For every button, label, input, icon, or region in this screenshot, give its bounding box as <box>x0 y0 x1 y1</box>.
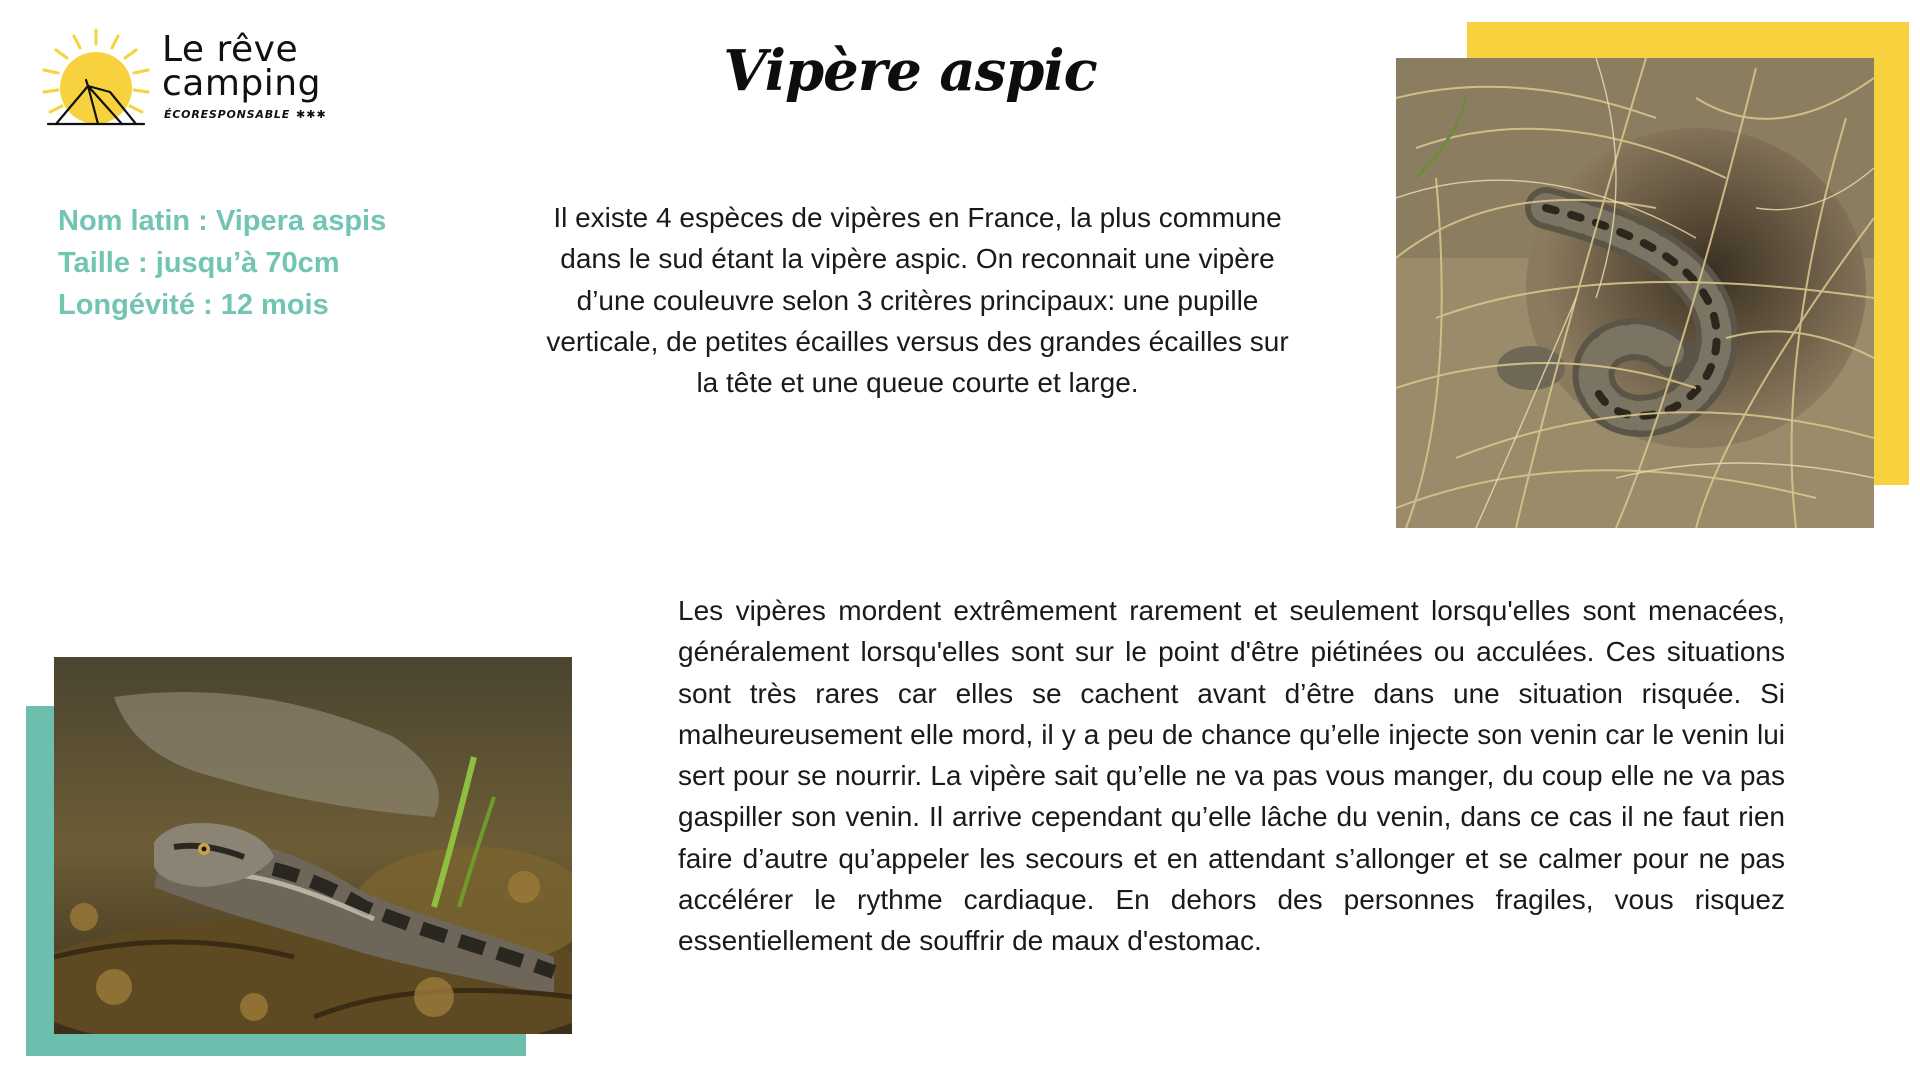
logo-stars: ✱✱✱ <box>296 108 327 121</box>
page-title: Vipère aspic <box>723 38 1097 104</box>
fact-latin-name: Nom latin : Vipera aspis <box>58 205 387 237</box>
logo-text-line2: camping <box>162 63 321 104</box>
facts-block <box>58 200 386 326</box>
logo <box>40 28 360 138</box>
fact-longevity: Longévité : 12 mois <box>58 289 329 321</box>
body-paragraph: Les vipères mordent extrêmement rarement et seulement lorsqu'elles sont menacées, généralement lorsqu'elles sont sur le point d'être piétinées ou acculées. Ces situations sont très rares car elles se cachent avant d’être dans une situation risquée. Si malheureusement elle mord, il y a peu de chance qu’elle injecte son venin car le venin lui sert pour se nourrir. La vipère sait qu’elle ne va pas vous manger, du coup elle ne va pas gaspiller son venin. Il arrive cependant qu’elle lâche du venin, dans ce cas il ne faut rien faire d’autre qu’appeler les secours et en attendant s’allonger et se calmer pour ne pas accélérer le rythme cardiaque. En dehors des personnes fragiles, vous risquez essentiellement de souffrir de maux d'estomac. <box>678 595 1785 957</box>
logo-tagline <box>164 108 327 121</box>
logo-tagline-text: ÉCORESPONSABLE <box>164 108 291 121</box>
viper-in-grass-photo <box>1396 58 1874 528</box>
intro-paragraph: Il existe 4 espèces de vipères en France, la plus commune dans le sud étant la vipère aspic. On reconnait une vipère d’une couleuvre selon 3 critères principaux: une pupille verticale, de petites écailles versus des grandes écailles sur la tête et une queue courte et large. <box>546 202 1289 399</box>
logo-text-line1: Le rêve <box>162 29 299 70</box>
viper-head-photo <box>54 657 572 1034</box>
sun-tent-logo-icon <box>40 28 152 128</box>
fact-size: Taille : jusqu’à 70cm <box>58 247 340 279</box>
